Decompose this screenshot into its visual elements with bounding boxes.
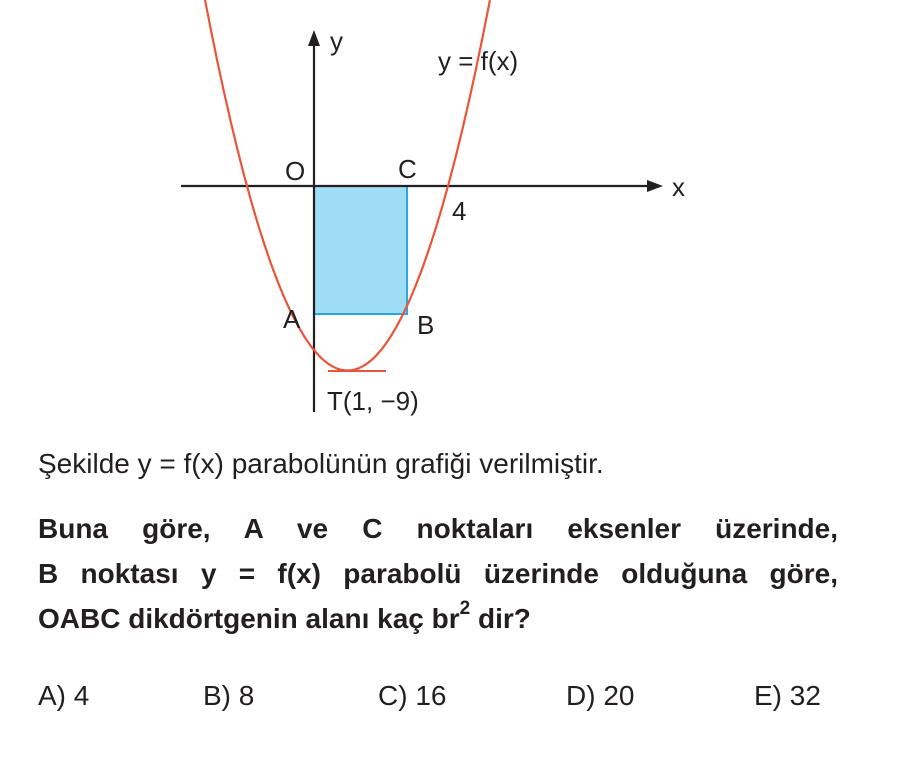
- origin-label: O: [285, 156, 306, 186]
- y-axis-label: y: [330, 26, 343, 56]
- x-axis-label: x: [672, 172, 685, 202]
- question-line-2: B noktası y = f(x) parabolü üzerinde olduğuna göre,: [38, 558, 838, 589]
- question-text: [38, 506, 838, 641]
- answer-options: [0, 676, 907, 716]
- problem-statement: Şekilde y = f(x) parabolünün grafiği verilmiştir.: [38, 448, 604, 479]
- question-line-3-end: dir?: [470, 603, 531, 634]
- point-c-label: C: [398, 154, 417, 184]
- option-d[interactable]: D) 20: [566, 680, 635, 711]
- question-line-3-text: OABC dikdörtgenin alanı kaç br: [38, 603, 460, 634]
- option-c[interactable]: C) 16: [378, 680, 447, 711]
- rectangle-oabc: [314, 186, 407, 314]
- vertex-label: T(1, −9): [327, 386, 419, 416]
- option-b[interactable]: B) 8: [203, 680, 255, 711]
- y-axis-arrow-icon: [308, 30, 320, 46]
- option-a[interactable]: A) 4: [38, 680, 90, 711]
- point-b-label: B: [417, 310, 435, 340]
- x-axis-arrow-icon: [647, 180, 663, 192]
- question-line-3: [38, 596, 838, 641]
- question-line-1: Buna göre, A ve C noktaları eksenler üzerinde,: [38, 513, 838, 544]
- unit-exponent: 2: [459, 597, 471, 619]
- option-e[interactable]: E) 32: [754, 680, 821, 711]
- point-a-label: A: [283, 304, 301, 334]
- curve-label: y = f(x): [438, 46, 519, 76]
- x-intercept-label: 4: [452, 196, 467, 226]
